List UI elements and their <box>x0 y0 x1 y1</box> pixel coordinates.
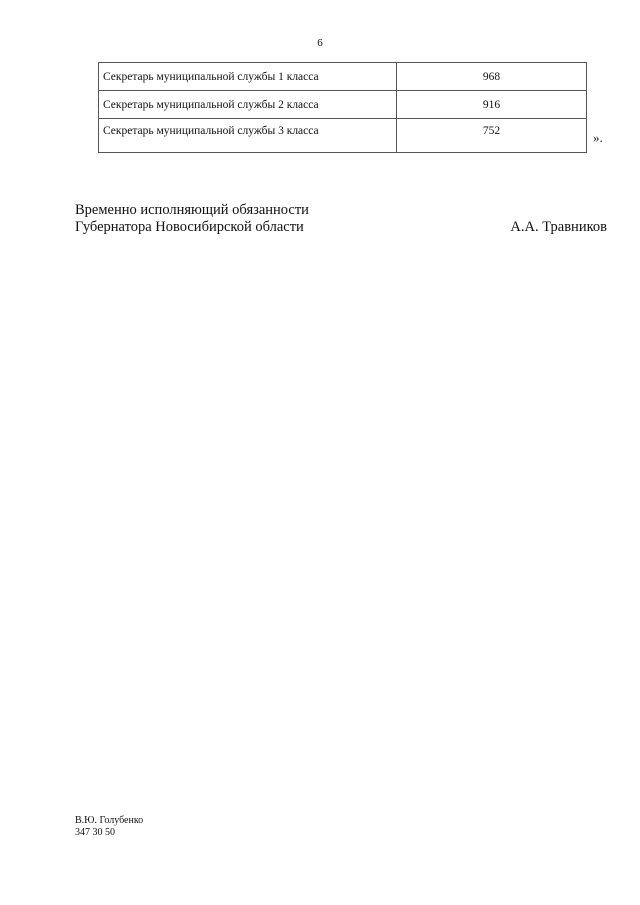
executor-block <box>75 815 143 839</box>
signature-block <box>75 202 607 236</box>
closing-quote-mark: ». <box>593 130 603 145</box>
table-row <box>99 91 587 119</box>
signatory-name: А.А. Травников <box>510 219 607 235</box>
value-cell: 968 <box>397 63 587 91</box>
signatory-title-line2: Губернатора Новосибирской области <box>75 219 304 235</box>
executor-name: В.Ю. Голубенко <box>75 815 144 826</box>
page-number: 6 <box>317 37 323 49</box>
executor-phone: 347 30 50 <box>75 827 115 838</box>
signatory-title-line1: Временно исполняющий обязанности <box>75 202 309 218</box>
position-cell: Секретарь муниципальной службы 2 класса <box>99 91 397 119</box>
salary-table <box>98 62 587 153</box>
value-cell: 916 <box>397 91 587 119</box>
position-cell: Секретарь муниципальной службы 3 класса <box>99 119 397 153</box>
table-row <box>99 63 587 91</box>
table-row <box>99 119 587 153</box>
position-cell: Секретарь муниципальной службы 1 класса <box>99 63 397 91</box>
value-cell: 752 <box>397 119 587 153</box>
